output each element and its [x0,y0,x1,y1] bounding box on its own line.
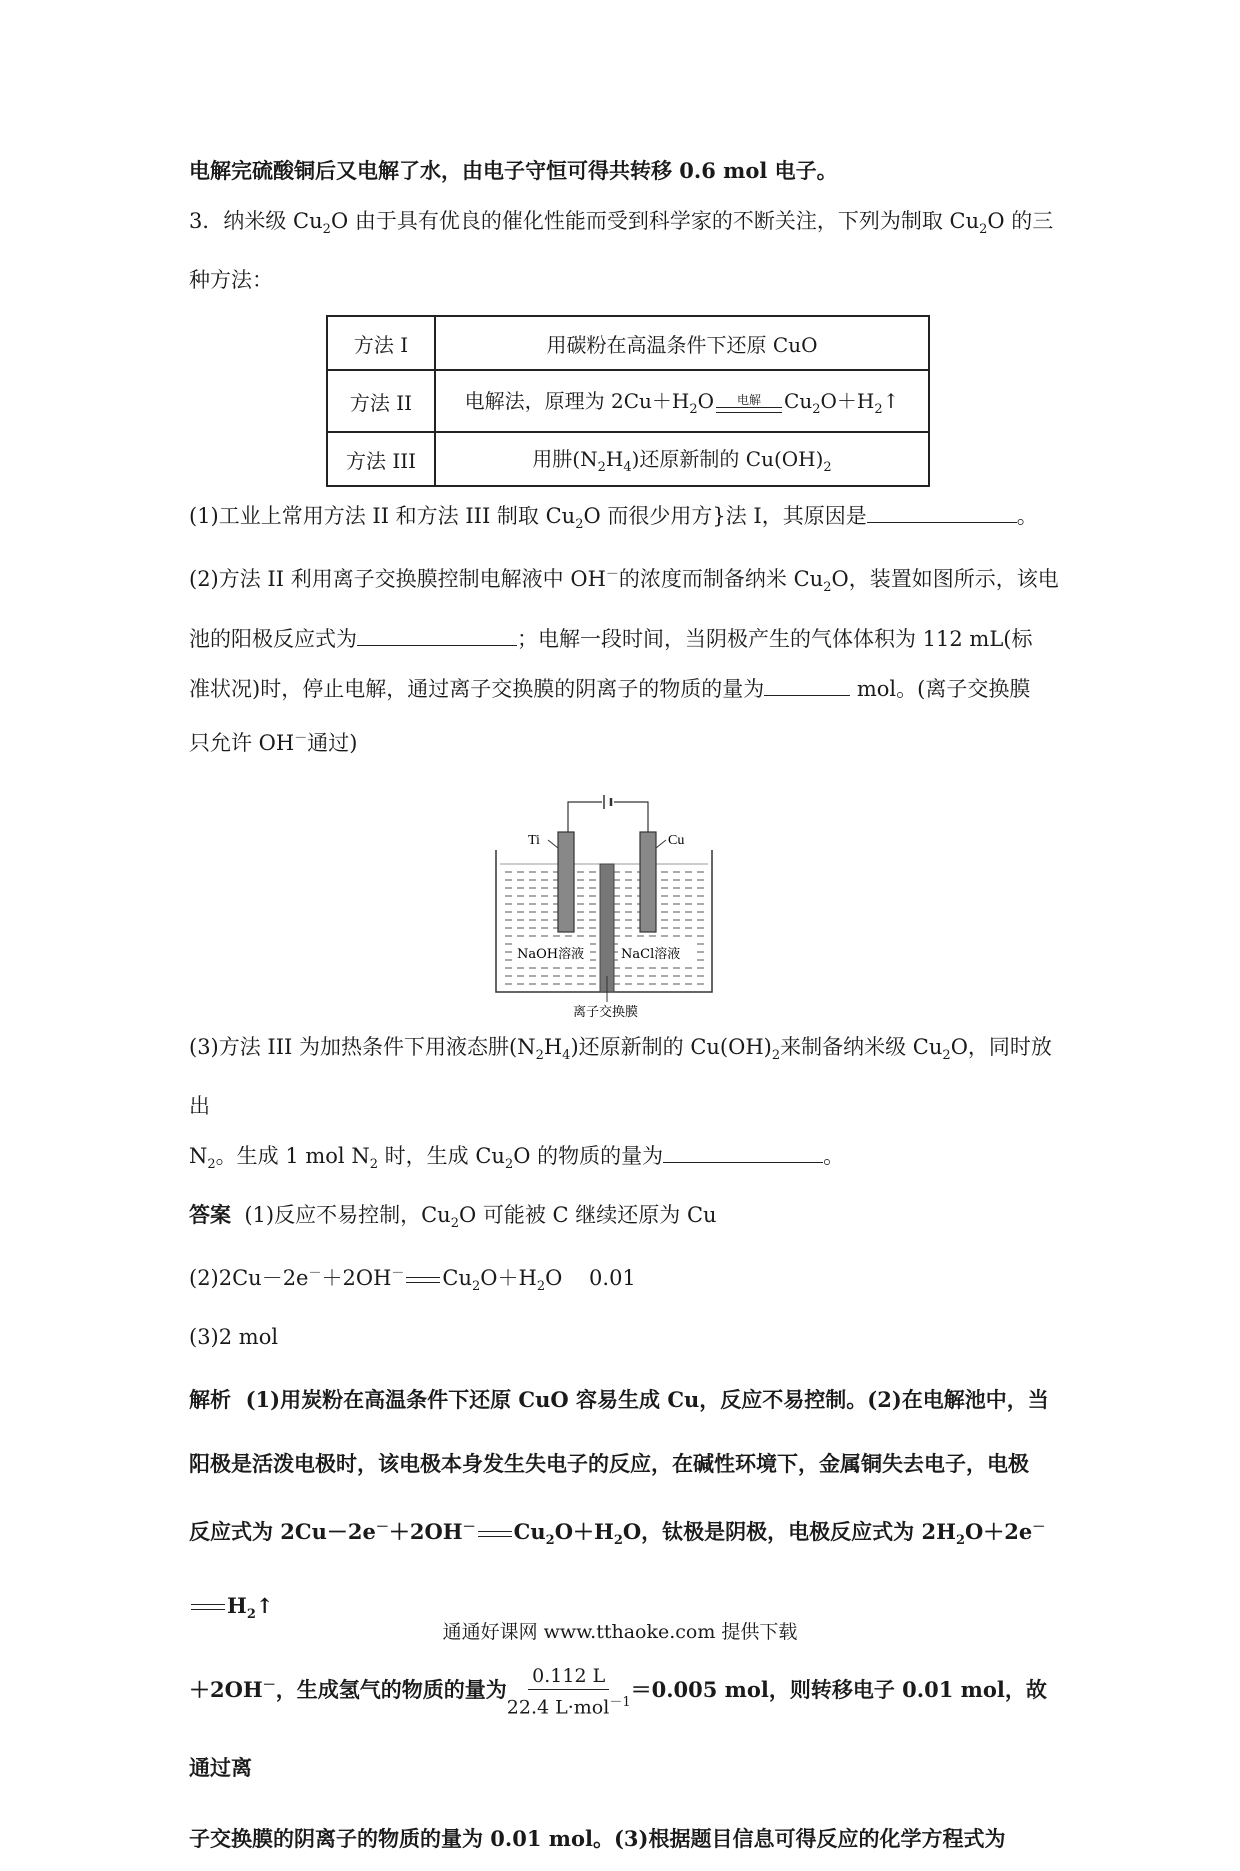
sub-2: 2 [979,222,988,238]
question-stem [189,196,1059,255]
part-3-line-1 [189,1022,1059,1131]
part-text: (1)工业上常用方法 II 和方法 III 制取 Cu [189,504,576,529]
answer-blank[interactable] [663,1144,823,1163]
sub-2: 2 [536,1279,546,1295]
analysis-text: ＋2OH [189,1676,263,1702]
page-footer: 通通好课网 www.tthaoke.com 提供下载 [442,1621,798,1643]
desc-text: Cu [784,389,813,414]
analysis-line-5: 子交换膜的阴离子的物质的量为 0.01 mol。(3)根据题目信息可得反应的化学方程式为 [189,1825,1006,1851]
electrolysis-cell-diagram [492,780,722,1020]
part-2-line-2 [189,614,1059,664]
part-text: 。 [823,1143,845,1168]
part-text: )还原新制的 Cu(OH) [570,1034,772,1059]
sub-2: 2 [450,1216,459,1232]
answer-blank[interactable] [764,677,850,696]
part-text: H [543,1034,563,1059]
part-text: ；电解一段时间，当阴极产生的气体体积为 112 mL(标 [517,626,1033,651]
part-text: N [189,1143,208,1168]
analysis-text: ，生成氢气的物质的量为 [275,1676,507,1702]
part-text: 时，生成 Cu [377,1143,505,1168]
sub-2: 2 [823,580,832,596]
gas-arrow-icon: ↑ [882,389,900,414]
method-name: 方法 III [327,432,435,486]
answer-text: ＋2OH [321,1266,392,1291]
method-desc [435,370,929,432]
cu-electrode [640,832,656,932]
intro-line: 电解完硫酸铜后又电解了水，由电子守恒可得共转移 0.6 mol 电子。 [189,158,838,183]
desc-text: O＋H [820,389,875,414]
fraction [507,1663,631,1720]
answer-text: (2)2Cu－2e [189,1266,309,1291]
desc-text: 电解法，原理为 2Cu＋H [464,389,690,414]
part-text: O 而很少用方}法 I，其原因是 [583,504,867,529]
superscript: － [462,1520,476,1536]
sub-2: 2 [812,402,821,418]
answer-text: (1)反应不易控制，Cu [244,1202,451,1227]
answer-value: 0.01 [589,1266,636,1291]
double-bar [716,407,782,413]
part-text: (3)方法 III 为加热条件下用液态肼(N [189,1034,536,1059]
table-row [327,316,929,370]
ti-label: Ti [528,832,540,848]
part-text: 的浓度而制备纳米 Cu [618,567,824,592]
desc-text: O [697,389,715,414]
membrane-label: 离子交换膜 [573,1004,639,1020]
sub-2: 2 [689,402,698,418]
sub-2: 2 [823,460,832,476]
table-row [327,370,929,432]
analysis-text: ＝0.005 mol，则转移电子 0.01 mol，故通过离 [189,1676,1047,1780]
superscript: － [375,1520,389,1536]
desc-text: H [605,447,624,472]
ti-electrode [558,832,574,932]
part-text: 。 [1016,504,1038,529]
sub-2: 2 [246,1606,256,1622]
part-text: 。生成 1 mol N [215,1143,370,1168]
analysis-text: O＋H [554,1519,614,1545]
superscript: －1 [609,1694,631,1710]
equals-bar [191,1604,225,1610]
ti-leader [548,840,558,848]
superscript: － [605,567,619,583]
analysis-text: O＋2e [965,1519,1033,1545]
sub-2: 2 [369,1156,378,1172]
part-text: 池的阳极反应式为 [189,626,357,651]
part-text: 只允许 OH [189,730,295,755]
fraction-numerator: 0.112 L [528,1663,609,1690]
cu-label: Cu [668,832,685,848]
sub-2: 2 [771,1047,781,1063]
gas-arrow-icon: ↑ [255,1592,274,1618]
analysis-text: Cu [513,1519,546,1545]
wire-left [568,802,602,832]
desc-text: 用肼(N [532,447,598,472]
sub-2: 2 [322,222,331,238]
stem-text-b: O 由于具有优良的催化性能而受到科学家的不断关注，下列为制取 Cu [330,209,980,233]
part-text: mol。(离子交换膜 [850,676,1031,701]
membrane [600,864,614,992]
answer-text: O [545,1266,563,1291]
answer-line-1 [189,1190,1059,1249]
desc-text: )还原新制的 Cu(OH) [631,447,824,472]
sub-2: 2 [955,1533,965,1549]
part-text: (2)方法 II 利用离子交换膜控制电解液中 OH [189,567,606,592]
part-2-line-4 [189,714,1059,768]
electrolysis-cell-svg [492,780,722,1020]
part-text: O，装置如图所示，该电 [831,567,1059,592]
sub-2: 2 [504,1156,514,1172]
sub-2: 2 [613,1533,623,1549]
method-name: 方法 I [327,316,435,370]
sub-2: 2 [207,1156,216,1172]
answer-text: Cu [442,1266,473,1291]
wire-right [614,802,648,832]
sub-2: 2 [942,1047,951,1063]
method-desc [435,432,929,486]
part-2-line-1 [189,550,1059,613]
sub-2: 2 [472,1279,481,1295]
sub-2: 2 [597,460,606,476]
analysis-text: 反应式为 2Cu－2e [189,1519,376,1545]
answer-line-2 [189,1249,1059,1312]
stem-text-c: O 的三 [987,209,1054,233]
method-name: 方法 II [327,370,435,432]
sub-2: 2 [575,517,584,533]
analysis-text: ＋2OH [388,1519,463,1545]
analysis-text: (1)用炭粉在高温条件下还原 CuO 容易生成 Cu，反应不易控制。(2)在电解池中，当 [245,1387,1049,1413]
denominator-text: 22.4 L·mol [506,1695,610,1718]
equals-bar [406,1277,440,1283]
sub-4: 4 [623,460,632,476]
reaction-condition: 电解 [737,392,762,407]
superscript: － [391,1266,405,1282]
answer-line-3: (3)2 mol [189,1325,279,1350]
naoh-label: NaOH溶液 [517,946,585,962]
sub-2: 2 [535,1047,544,1063]
sub-2: 2 [874,402,883,418]
superscript: － [294,730,308,746]
sub-4: 4 [562,1047,571,1063]
electrolysis-equals-sign [716,393,782,413]
analysis-line-1 [189,1368,1059,1432]
part-2-line-3 [189,664,1059,714]
page-content [189,150,1059,1871]
answer-text: O 可能被 C 继续还原为 Cu [458,1202,717,1227]
analysis-line-2: 阳极是活泼电极时，该电极本身发生失电子的反应，在碱性环境下，金属铜失去电子，电极 [189,1451,1029,1477]
part-3-line-2 [189,1131,1059,1190]
fraction-denominator [507,1690,631,1720]
superscript: － [262,1677,276,1693]
part-text: O 的物质的量为 [513,1143,664,1168]
stem-text-a: 纳米级 Cu [223,209,323,233]
part-text: 通过) [307,730,358,755]
sub-2: 2 [545,1533,555,1549]
equals-bar [478,1531,512,1537]
table-row [327,432,929,486]
question-number: 3． [189,209,224,233]
answer-blank[interactable] [867,504,1017,523]
answer-label: 答案 [189,1201,231,1227]
analysis-line-4 [189,1647,1059,1807]
superscript: － [308,1266,322,1282]
analysis-text: H [227,1592,247,1618]
answer-blank[interactable] [357,627,517,646]
part-1 [189,491,1059,550]
part-text: 来制备纳米级 Cu [780,1034,943,1059]
question-stem-cont: 种方法： [189,268,273,293]
part-text: O，同时放出 [189,1034,1052,1118]
part-text: 准状况)时，停止电解，通过离子交换膜的阴离子的物质的量为 [189,676,765,701]
nacl-label: NaCl溶液 [621,946,681,962]
method-desc: 用碳粉在高温条件下还原 CuO [435,316,929,370]
answer-text: O＋H [480,1266,537,1291]
analysis-label: 解析 [189,1387,231,1413]
superscript: － [1032,1520,1046,1536]
cu-leader [656,840,666,848]
analysis-text: O，钛极是阴极，电极反应式为 2H [622,1519,956,1545]
methods-table [326,315,930,487]
